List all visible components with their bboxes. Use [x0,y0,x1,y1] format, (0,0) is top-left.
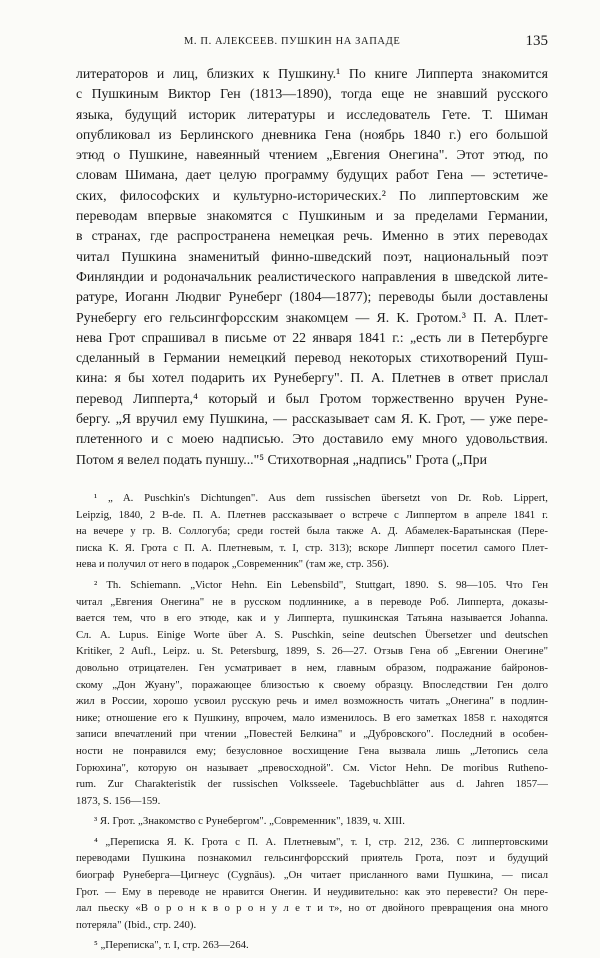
text-line: Рунебергу его гельсингфорсским знакомцем — Я. К. Гротом.³ П. А. Плет- [76,309,548,325]
text-line: в странах, где распространена немецкая речь. Именно в этих переводах [76,228,548,244]
footnote-line: переводами Пушкина познакомил гельсингфорсский приятель Грота, поэт и будущий [76,852,548,865]
footnote-line: ² Th. Schiemann. „Victor Hehn. Ein Lebensbild", Stuttgart, 1890. S. 98—105. Что Ген [94,578,548,591]
footnote-line: записи впечатлений при чтении „Повестей Белкина" и „Дубровского". Последний в особен- [76,728,548,741]
footnote-line: ности не понравился ему; безусловное восхищение Гена вызвала лишь „Летопись села [76,744,548,757]
text-line: Потом я велел подать пуншу..."⁵ Стихотворная „надпись" Грота („При [76,451,487,467]
footnotes [76,490,548,958]
text-line: ратуре, Иоганн Людвиг Рунеберг (1804—1877); переводы были доставлены [76,289,548,305]
footnote-line: ³ Я. Грот. „Знакомство с Рунебергом". „Современник", 1839, ч. XIII. [94,815,405,828]
footnote-line: ⁵ „Переписка", т. I, стр. 263—264. [94,939,249,952]
footnote-line: ¹ „ A. Puschkin's Dichtungen". Aus dem russischen übersetzt von Dr. Rob. Lippert, [94,492,548,504]
main-text [76,64,548,470]
text-line: языка, будущий историк литературы и исследователь Гете. Т. Шиман [76,106,548,122]
footnote-line: на вечере у гр. В. Соллогуба; среди гостей была также А. Д. Абамелек-Баратынская (Пере- [76,525,548,538]
running-title: М. П. АЛЕКСЕЕВ. ПУШКИН НА ЗАПАДЕ [184,36,401,47]
text-line: кина: я бы хотел подарить их Рунебергу". П. А. Плетнев в ответ прислал [76,370,548,386]
text-line: читал Пушкина знаменитый финно-шведский поэт, национальный поэт [76,248,548,264]
text-line: ских, философских и культурно-исторических.² По липпертовским же [76,187,548,203]
text-line: Финляндии и родоначальник реалистического направления в шведской лите- [76,268,548,284]
footnote-line: лал пьеску «В о р о н к в о р о н у л е т и т», но от двойного превращения она много [76,902,548,915]
text-line: этюд о Пушкине, навеянный чтением „Евгения Онегина". Этот этюд, по [76,147,548,163]
text-line: словам Шимана, дает целую программу будущих работ Гена — эстетиче- [76,167,548,183]
footnote-line: писка К. Я. Грота с П. А. Плетневым, т. I, стр. 313); вскоре Липперт посетил самого Плет- [76,541,548,554]
footnote-line: Грот. — Ему в переводе не нравится Онегин. И неудивительно: как это перевести? Он пере- [76,885,548,898]
footnote-line: Cл. A. Lupus. Einige Worte über A. S. Puschkin, seine deutschen Übersetzer und deutschen [76,628,548,641]
footnote-line: жил в России, хорошо усвоил русскую речь и имел возможность читать „Онегина" в подлин- [76,695,548,708]
footnote-line: нева и получил от него в подарок „Современник" (там же, стр. 356). [76,558,389,571]
page-number: 135 [525,33,548,49]
text-line: литераторов и лиц, близких к Пушкину.¹ По книге Липперта знакомится [76,66,548,81]
text-line: плетенного и с моею надписью. Это доставило ему много удовольствия. [76,431,548,447]
page-header [76,33,548,54]
text-line: бергу. „Я вручил ему Пушкина, — рассказывает сам Я. К. Грот, — уже пере- [76,411,548,427]
footnote-line: довольно отрицателен. Ген усматривает в нем, главным образом, подражание байронов- [76,661,548,674]
footnote-4 [76,834,548,934]
footnote-line: Горюхина", которую он называет „превосходной". Cм. Victor Hehn. De moribus Rutheno- [76,761,548,774]
text-line: опубликовал из Берлинского дневника Гена (ноябрь 1840 г.) его большой [76,126,548,142]
footnote-2 [76,577,548,809]
text-line: нева Грот спрашивал в письме от 22 января 1841 г.: „есть ли в Петербурге [76,329,548,345]
footnote-line: скому „Дон Жуану", поражающее близостью к своему образцу. Впоследствии Ген долго [76,678,548,691]
footnote-line: нике; отношение его к Пушкину, впрочем, мало изменилось. В его заметках 1858 г. находятся [76,711,548,724]
text-line: сделанный в Германии немецкий перевод некоторых стихотворений Пуш- [76,350,548,366]
footnote-line: Leipzig, 1840, 2 B-de. П. А. Плетнев рассказывает о встрече с Липпертом в апреле 1841 г. [76,508,548,521]
footnote-line: ⁴ „Переписка Я. К. Грота с П. А. Плетневым", т. I, стр. 212, 236. С липпертовскими [94,835,548,848]
footnote-line: биограф Рунеберга—Цигнеус (Cygnäus). „Он читает присланного вами Пушкина, — писал [76,869,548,882]
text-line: перевод Липперта,⁴ который и был Гротом торжественно вручен Руне- [76,390,548,406]
footnote-5 [76,937,548,954]
footnote-line: Kritiker, 2 Aufl., Leipz. u. St. Petersburg, 1899, S. 26—27. Отзыв Гена об „Евгении Онегине" [76,645,548,658]
footnote-1 [76,490,548,573]
footnote-line: потеряла" (Ibid., стр. 240). [76,918,197,931]
footnote-line: rum. Zur Charakteristik der russischen Volksseele. Tagebuchblätter aus d. Jahren 1857— [76,778,548,791]
text-line: с Пушкиным Виктор Ген (1813—1890), тогда еще не знавший русского [76,86,548,102]
text-line: переводам впервые знакомятся с Пушкиным и за пределами Германии, [76,208,548,224]
footnote-line: читал „Евгения Онегина" не в русском подлиннике, а в переводе Роб. Липперта, доказы- [76,595,548,608]
footnote-line: 1873, S. 156—159. [76,794,161,807]
footnote-line: вается тем, что в его этюде, как и у Липперта, пушкинская Татьяна называется Johanna. [76,612,548,625]
footnote-3 [76,813,548,830]
